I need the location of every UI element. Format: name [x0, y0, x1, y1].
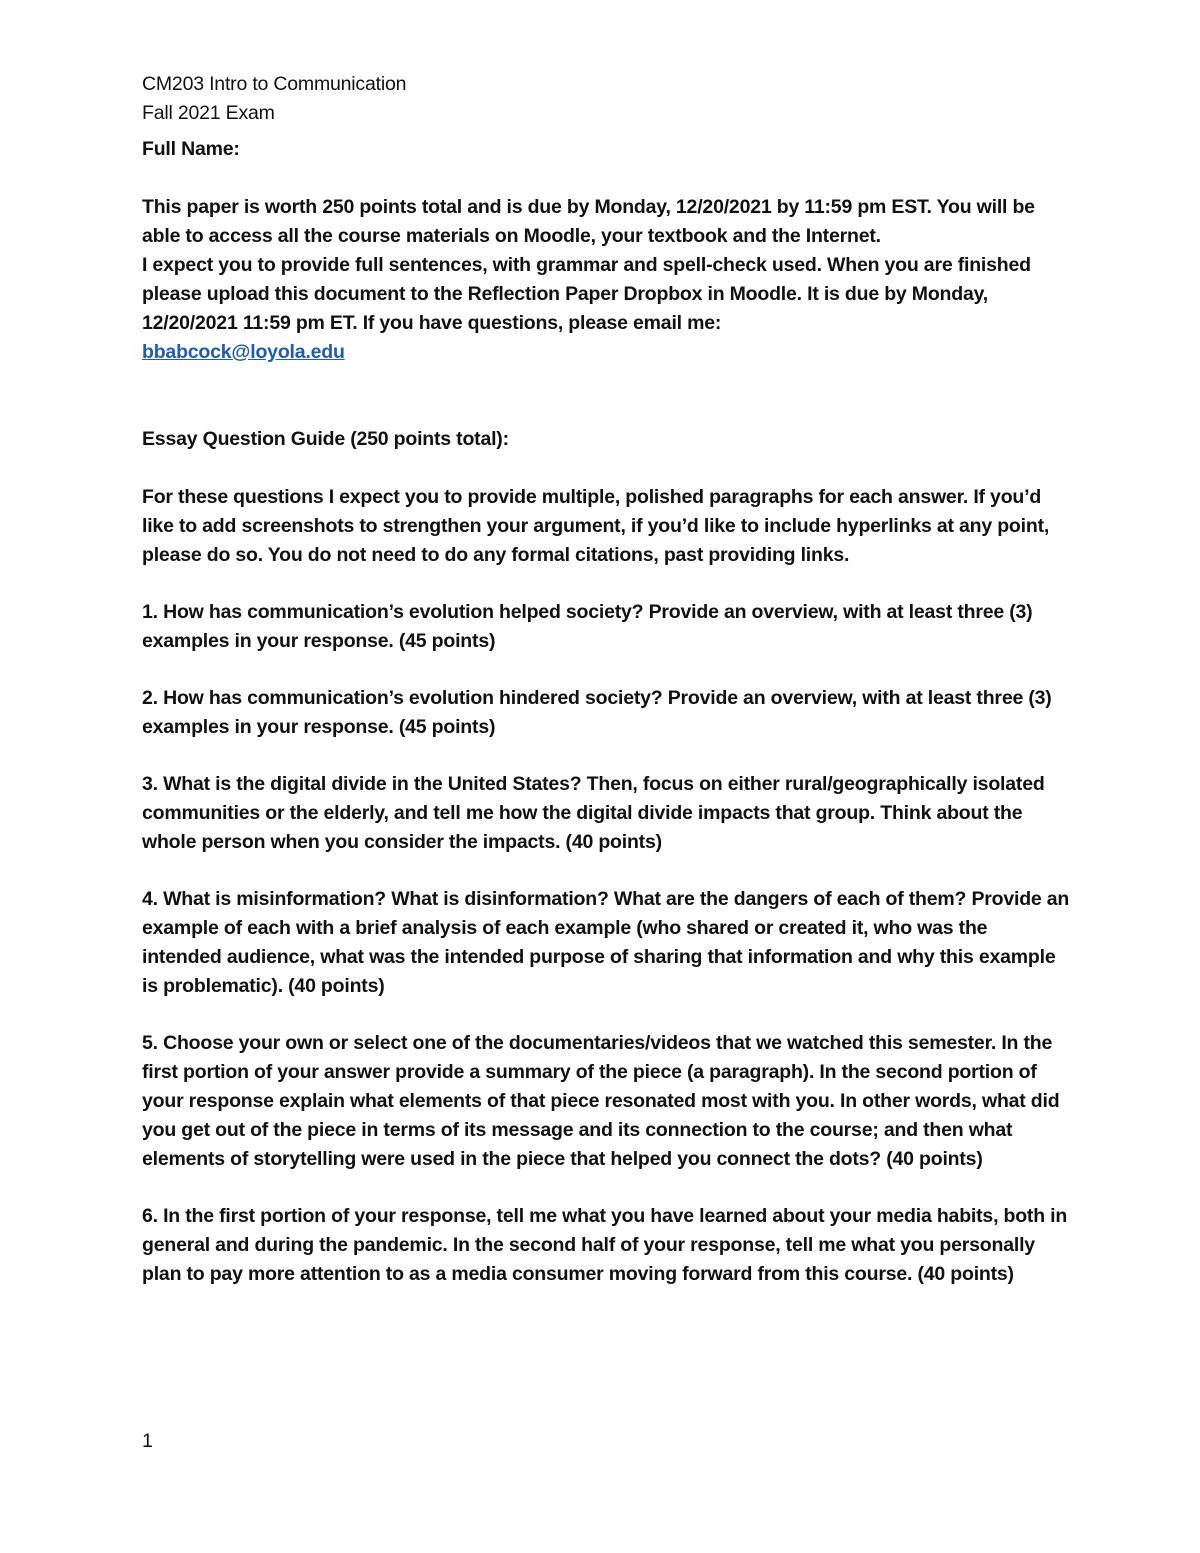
question-4: 4. What is misinformation? What is disinformation? What are the dangers of each of them? Provide an example of each with a brief analysis of each example (who shared or created it, who was the intended audience, what was the intended purpose of sharing that information and why this example is problematic). (40 points)	[142, 888, 1070, 997]
full-name-label: Full Name:	[142, 138, 240, 160]
question-1: 1. How has communication’s evolution helped society? Provide an overview, with at least three (3) examples in your response. (45 points)	[142, 601, 1033, 652]
question-2: 2. How has communication’s evolution hindered society? Provide an overview, with at least three (3) examples in your response. (45 points)	[142, 687, 1052, 738]
email-link[interactable]: bbabcock@loyola.edu	[142, 341, 345, 363]
intro-paragraph-2: I expect you to provide full sentences, with grammar and spell-check used. When you are finished please upload this document to the Reflection Paper Dropbox in Moodle. It is due by Monday, 12/20/2021 11:59 pm ET. If you have questions, please email me:	[142, 254, 1031, 334]
essay-guide-intro: For these questions I expect you to provide multiple, polished paragraphs for each answer. If you’d like to add screenshots to strengthen your argument, if you’d like to include hyperlinks at any point, please do so. You do not need to do any formal citations, past providing links.	[142, 486, 1050, 566]
page-number: 1	[142, 1430, 153, 1452]
intro-paragraph-1: This paper is worth 250 points total and is due by Monday, 12/20/2021 by 11:59 pm EST. You will be able to access all the course materials on Moodle, your textbook and the Internet.	[142, 196, 1035, 247]
question-3: 3. What is the digital divide in the United States? Then, focus on either rural/geographically isolated communities or the elderly, and tell me how the digital divide impacts that group. Think about the whole person when you consider the impacts. (40 points)	[142, 773, 1045, 853]
exam-title: Fall 2021 Exam	[142, 102, 275, 124]
intro-instructions	[142, 193, 1072, 367]
question-6: 6. In the first portion of your response, tell me what you have learned about your media habits, both in general and during the pandemic. In the second half of your response, tell me what you personally plan to pay more attention to as a media consumer moving forward from this course. (40 points)	[142, 1205, 1068, 1285]
document-content	[142, 70, 1072, 1289]
essay-guide-heading: Essay Question Guide (250 points total):	[142, 428, 509, 450]
email-line	[142, 338, 1072, 367]
course-title: CM203 Intro to Communication	[142, 73, 407, 95]
question-5: 5. Choose your own or select one of the documentaries/videos that we watched this semester. In the first portion of your answer provide a summary of the piece (a paragraph). In the second portion of your response explain what elements of that piece resonated most with you. In other words, what did you get out of the piece in terms of its message and its connection to the course; and then what elements of storytelling were used in the piece that helped you connect the dots? (40 points)	[142, 1032, 1060, 1170]
